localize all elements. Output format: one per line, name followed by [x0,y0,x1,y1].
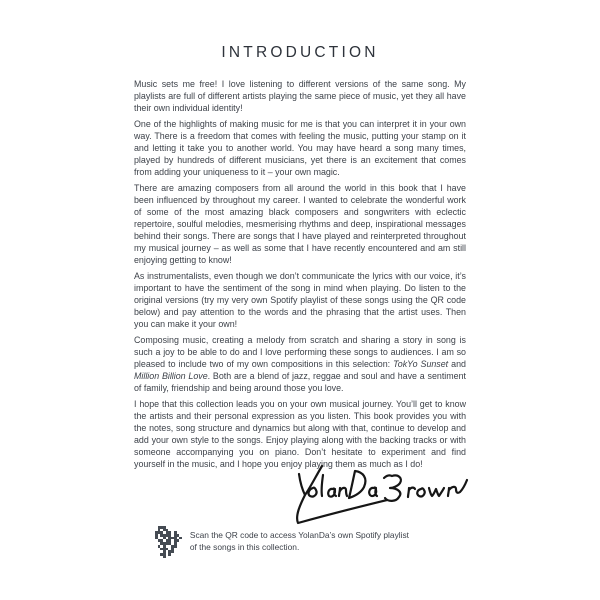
paragraph: One of the highlights of making music for me is that you can interpret it in your own way. There is a freedom that comes with feeling the music, putting your stamp on it and letting it take you to another world. You may have heard a song many times, played by hundreds of different musicians, yet there is an excitement that comes from adding your uniqueness to it – your own magic. [134,119,466,177]
qr-caption-line: of the songs in this collection. [189,541,300,552]
qr-caption [190,524,409,553]
paragraph: Composing music, creating a melody from scratch and sharing a story in song is such a joy to be able to do and I love performing these songs to audiences. I am so pleased to include two of my own compositions in this selection: TokYo Sunset and Million Billion Love. Both are a blend of jazz, reggae and soul and have a sentiment of family, friendship and being around those you love. [134,335,466,393]
qr-code-icon [155,526,182,558]
signature [290,462,470,528]
paragraph: Music sets me free! I love listening to different versions of the same song. My playlists are full of different artists playing the same piece of music, yet they all have their own individual identity! [134,79,466,113]
page-title: INTRODUCTION [221,44,379,61]
body-text [134,78,466,558]
paragraphs-container [134,78,466,470]
paragraph: I hope that this collection leads you on your own musical journey. You’ll get to know the artists and their personal expression as you listen. This book provides you with the notes, song structure and dynamics but along with that, continue to develop and add your own style to the songs. Enjoy playing along with the backing tracks or with someone accompanying you on piano. Don’t hesitate to experiment and find yourself in the music, and I hope you enjoy playing them as much as I do! [134,399,466,469]
qr-footer [134,524,466,558]
paragraph: There are amazing composers from all around the world in this book that I have been influenced by throughout my career. I wanted to celebrate the wonderful work of some of the most amazing black composers and songwriters with eclectic repertoire, soulful melodies, mesmerising rhythms and deep, inspirational messages behind their songs. There are songs that I have played and reinterpreted throughout my musical journey – as well as some that I have recently encountered and am still enjoying getting to know! [134,183,466,265]
signature-row [134,462,470,524]
paragraph: As instrumentalists, even though we don’t communicate the lyrics with our voice, it’s important to have the sentiment of the song in mind when playing. Do listen to the original versions (try my very own Spotify playlist of these songs using the QR code below) and pay attention to the words and the phrasing that the artist uses. Then you can make it your own! [134,271,466,329]
qr-caption-line: Scan the QR code to access YolanDa’s own Spotify playlist [189,530,409,540]
